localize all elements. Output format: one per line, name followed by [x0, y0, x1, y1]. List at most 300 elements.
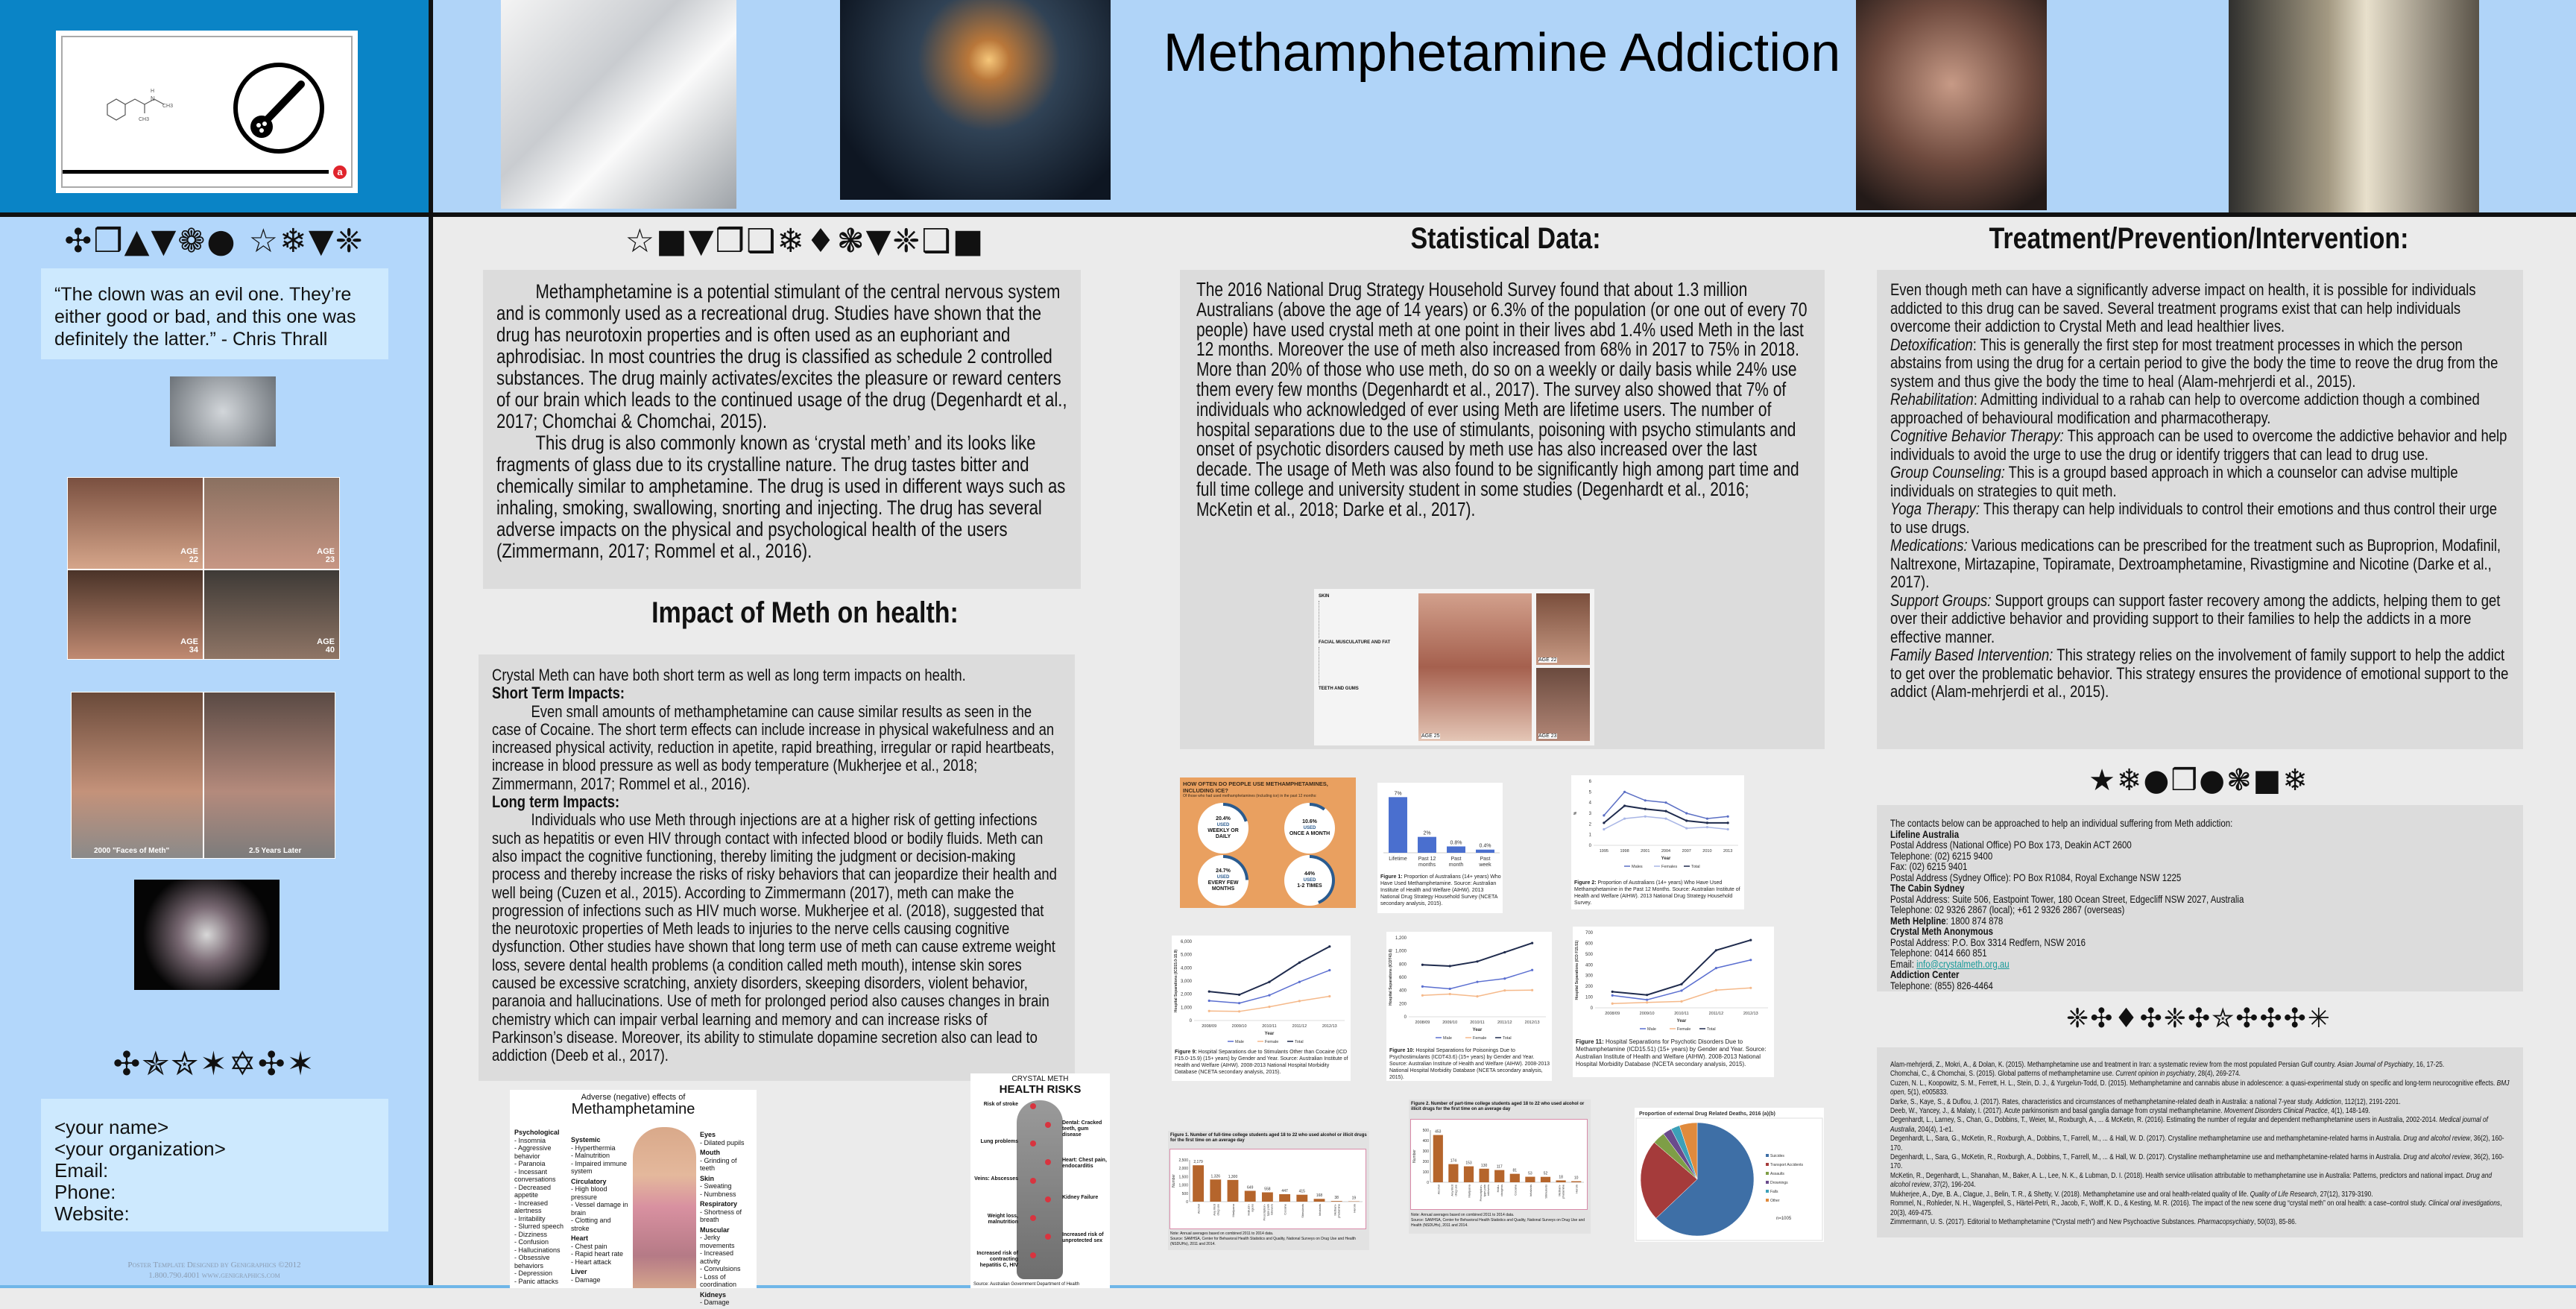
reference-item: Cuzen, N. L., Koopowitz, S. M., Ferrett, H. L., Stein, D. J., & Yurgelun-Todd, D. (2015). Methamphetamine and cannabis abuse in adolescence: a quasi-experimental study on specific and long-term neurocognitive effects. BMJ open, 5(1), e005833.: [1890, 1079, 2510, 1098]
y-tick-label: 3: [1589, 812, 1592, 816]
infographic-subtitle: Of those who had used methamphetamines (including ice) in the past 12 months:: [1183, 794, 1353, 798]
page-title: Methamphetamine Addiction: [1111, 22, 1893, 83]
frequency-ring: 10.6% USED ONCE A MONTH: [1284, 803, 1335, 854]
author-contact-box: [41, 1099, 388, 1231]
data-point: [1715, 989, 1717, 991]
diagram-title: HEALTH RISKS: [973, 1083, 1107, 1096]
bar: [1447, 846, 1465, 853]
frequency-ring: 24.7% USED EVERY FEW MONTHS: [1198, 855, 1248, 906]
risk-label: Lung problems: [972, 1139, 1018, 1145]
x-tick-label: Alcohol: [1197, 1204, 1201, 1214]
divider: [0, 1285, 2576, 1288]
data-point: [1268, 981, 1270, 983]
y-tick-label: 2,000: [1178, 1167, 1188, 1171]
data-point: [1715, 949, 1717, 951]
data-point: [1680, 983, 1682, 985]
data-label: 2,179: [1193, 1160, 1203, 1164]
data-point: [1503, 977, 1506, 980]
contact-line: Telephone: (02) 6215 9400: [1890, 851, 2510, 862]
treatment-term: Family Based Intervention:: [1890, 646, 2053, 664]
legend-label: Other: [1770, 1199, 1780, 1203]
data-point: [1298, 1000, 1301, 1002]
svg-text:N: N: [151, 95, 155, 102]
data-point: [1476, 981, 1478, 983]
treatment-description: This therapy can help individuals to control their emotions and thus control their urge to use drugs.: [1890, 499, 2497, 537]
figure-caption: Figure 9: Hospital Separations due to Stimulants Other than Cocaine (ICD F15.0-15.9) (15+ years) by Gender and Year. Source: Australian Institute of Health and Welfare (AIHW). 2008-2013 National Hospital Morbidity Database (NCETA secondary analysis, 2015).: [1175, 1049, 1351, 1076]
effect-group: Respiratory - Shortness of breath: [700, 1200, 754, 1224]
legend-label: Female: [1473, 1036, 1486, 1041]
bar: [1210, 1179, 1221, 1202]
bar: [1228, 1180, 1239, 1202]
data-label: 2%: [1423, 831, 1430, 836]
chart-fig9: [1172, 936, 1351, 1047]
introduction-paragraph: This drug is also commonly known as ‘crystal meth’ and its looks like fragments of glass due to its crystalline nature. The drug tastes bitter and chemically similar to amphetamine. The drug is used in different ways such as inhaling, smoking, swallowing, snorting and injecting. The drug has several adverse impacts on the physical and psychological health of the users (Zimmermann, 2017; Rommel et al., 2016).: [496, 432, 1067, 562]
bar: [1245, 1190, 1256, 1202]
face-photo: AGE 25: [1418, 593, 1532, 741]
risk-marker-icon: [1030, 1215, 1036, 1221]
risk-marker-icon: [1045, 1234, 1051, 1240]
x-tick-label: Any Illicit: [1212, 1203, 1216, 1216]
data-label: 153: [1465, 1161, 1472, 1166]
email-link[interactable]: info@crystalmeth.org.au: [1916, 958, 2010, 970]
data-point: [1476, 995, 1478, 997]
long-term-title: Long term Impacts:: [492, 793, 1061, 811]
treatment-item: [1890, 391, 2510, 427]
frequency-label: 1-2 TIMES: [1287, 883, 1332, 889]
treatment-description: This strategy relies on the involvement of family support to help the addict to get over the problematic behavior. This strategy ensures the providence of emotional support to the addict (Alam-mehrjerdi et al., 2015).: [1890, 646, 2508, 701]
crystal-meth-photo: [501, 0, 736, 209]
x-tick-label: Marijuana: [1468, 1184, 1471, 1197]
legend-label: Assaults: [1770, 1172, 1784, 1176]
series-line-total: [1209, 947, 1330, 995]
y-tick-label: 6: [1589, 780, 1592, 784]
treatment-term: Yoga Therapy:: [1890, 499, 1980, 518]
treatment-term: Cognitive Behavior Therapy:: [1890, 426, 2064, 445]
chart-fig11: [1573, 927, 1774, 1035]
data-point: [1328, 945, 1330, 947]
meth-bag-photo: [170, 376, 276, 447]
contact-line: Postal Address: Suite 506, Eastpoint Tower, 180 Ocean Street, Edgecliff NSW 2027, Australia: [1890, 894, 2510, 905]
contact-line: Telephone: 02 9326 2867 (local); +61 2 9326 2867 (overseas): [1890, 904, 2510, 915]
x-tick-label: relievers: [1486, 1185, 1490, 1196]
legend-label: Male: [1647, 1027, 1656, 1032]
data-point: [1623, 791, 1626, 793]
data-label: 10: [1574, 1176, 1579, 1181]
data-label: 53: [1528, 1172, 1532, 1176]
data-point: [1208, 1000, 1210, 1002]
risk-marker-icon: [1030, 1178, 1036, 1184]
frequency-value: 24.7%: [1201, 868, 1246, 874]
treatment-term: Support Groups:: [1890, 591, 1991, 610]
y-tick-label: 0: [1591, 1006, 1594, 1011]
legend-label: Transport Accidents: [1770, 1163, 1804, 1167]
face-photo: [203, 570, 340, 660]
effect-group: Systemic - Hyperthermia - Malnutrition - Impaired immune system: [571, 1136, 631, 1176]
data-label: 18: [1559, 1175, 1563, 1179]
x-tick-label: 2011/12: [1709, 1012, 1723, 1016]
reference-item: Chomchai, C., & Chomchai, S. (2015). Global patterns of methamphetamine use. Current opinion in psychiatry, 28(4), 269-274.: [1890, 1070, 2510, 1079]
effect-group: Heart - Chest pain - Rapid heart rate - Heart attack: [571, 1234, 631, 1266]
before-photo: [71, 692, 203, 859]
data-label: 7%: [1394, 791, 1401, 796]
bar: [1556, 1180, 1566, 1182]
reference-item: Mukherjee, A., Dye, B. A., Clague, J., Belin, T. R., & Shetty, V. (2018). Methamphetamine use and oral health-related quality of life. Quality of Life Research, 27(12), 3179-3190.: [1890, 1190, 2510, 1199]
data-label: 168: [1316, 1193, 1323, 1198]
x-tick-label: Prescription-: [1262, 1203, 1266, 1220]
x-tick-label: 2004: [1661, 849, 1670, 854]
data-point: [1664, 810, 1667, 813]
introduction-box: [483, 270, 1081, 589]
divider: [429, 0, 433, 1288]
figure-11-card: [1573, 927, 1774, 1077]
treatment-item: [1890, 646, 2510, 701]
data-label: 130: [1481, 1164, 1488, 1168]
y-tick-label: 200: [1585, 985, 1594, 989]
figure-note: Note: Annual averages based on combined 2011 to 2014 data. Source: SAMHSA, Center for Behavioral Health Statistics and Quality, National Surveys on Drug Use and Health (NSDUHs), 2011 and 2014.: [1170, 1231, 1369, 1247]
y-tick-label: 1,000: [1395, 950, 1407, 954]
data-point: [1749, 939, 1752, 941]
bar: [1331, 1201, 1342, 1202]
data-point: [1706, 826, 1708, 828]
data-point: [1531, 969, 1533, 971]
x-tick-label: 2010/11: [1470, 1021, 1484, 1025]
reference-item: Degenhardt, L., Sara, G., McKetin, R., Roxburgh, A., Dobbins, T., Farrell, M., ... & Hall, W. D. (2017). Crystalline methamphetamine use and methamphetamine-related harms in Australia. Drug and alcohol review, 36(2), 160-170.: [1890, 1135, 2510, 1153]
risk-label: Increased risk of contracting hepatitis C, HIV: [972, 1251, 1018, 1269]
contacts-intro: The contacts below can be approached to help an individual suffering from Meth addiction:: [1890, 818, 2510, 829]
x-tick-label: phetamine: [1562, 1184, 1565, 1198]
x-axis-label: Year: [1265, 1032, 1275, 1036]
data-point: [1449, 988, 1451, 990]
bar: [1525, 1177, 1535, 1182]
x-tick-label: Cocaine: [1284, 1203, 1287, 1214]
y-tick-label: 600: [1399, 976, 1407, 980]
short-term-title: Short Term Impacts:: [492, 684, 1061, 702]
frequency-label: WEEKLY OR DAILY: [1201, 828, 1246, 840]
reference-item: McKetin, R., Degenhardt, L., Shanahan, M., Baker, A. L., Lee, N. K., & Lubman, D. I. (2018). Health service utilisation attributable to methamphetamine use in Australia: Patterns, predictors and national impact. Drug and alcohol review, 37(2), 196-204.: [1890, 1172, 2510, 1190]
x-tick-label: 2008/09: [1605, 1012, 1620, 1016]
figure-caption: Figure 1: Proportion of Australians (14+ years) Who Have Used Methamphetamine. Source: Australian Institute of Health and Welfare (AIHW). 2013 National Drug Strategy Household Survey (NCETA secondary analysis, 2015).: [1380, 874, 1503, 907]
y-tick-label: 100: [1585, 996, 1594, 1000]
author-website: Website:: [54, 1203, 375, 1225]
contact-line: Telephone: 0414 660 851: [1890, 947, 2510, 959]
legend-swatch: [1766, 1199, 1769, 1202]
reference-item: Deeb, W., Yancey, J., & Malaty, I. (2017). Acute parkinsonism and basal ganglia damage from crystal methamphetamine. Movement Disorders Clinical Practice, 4(1), 148-149.: [1890, 1107, 2510, 1116]
y-tick-label: 500: [1182, 1192, 1189, 1196]
y-axis-label: Number: [1172, 1174, 1176, 1187]
data-label: 558: [1264, 1187, 1271, 1192]
effect-group: Skin - Sweating - Numbness: [700, 1175, 754, 1199]
risk-label: Increased risk of unprotected sex: [1062, 1232, 1108, 1244]
x-tick-label: Marijuana: [1231, 1203, 1235, 1217]
legend-swatch: [1766, 1154, 1769, 1157]
diagram-subtitle: Adverse (negative) effects of: [514, 1093, 752, 1102]
contact-line: Postal Address (National Office) PO Box 173, Deakin ACT 2600: [1890, 839, 2510, 851]
y-tick-label: 500: [1585, 953, 1594, 957]
section-heading: ✣❒▲▼❁● ☆❄▼❈: [0, 222, 429, 260]
treatment-description: This approach can be used to overcome the addictive behavior and help individuals to avoid the urge to use the drug or identify triggers that can lead to drug use.: [1890, 426, 2507, 464]
figure-label: FACIAL MUSCULATURE AND FAT: [1319, 640, 1390, 645]
face-photo: [67, 477, 203, 570]
y-axis-label: Hospital Separations (ICD F15.51): [1575, 940, 1579, 1000]
x-tick-label: 2011/12: [1292, 1024, 1307, 1029]
contact-org-name: Addiction Center: [1890, 969, 2510, 980]
figure-9-card: [1172, 936, 1351, 1081]
data-point: [1727, 828, 1729, 830]
effect-group: Muscular - Jerky movements - Increased activity - Convulsions - Loss of coordination: [700, 1226, 754, 1289]
quote-box: [41, 268, 388, 359]
risk-marker-icon: [1045, 1196, 1051, 1202]
data-point: [1531, 941, 1533, 944]
drug-deaths-pie-figure: [1635, 1108, 1824, 1242]
series-line-female: [1209, 996, 1330, 1011]
x-tick-label: cinogens: [1500, 1185, 1503, 1196]
x-tick-label: Lifetime: [1389, 857, 1407, 862]
y-tick-label: 500: [1423, 1129, 1430, 1133]
y-tick-label: 2,500: [1178, 1158, 1188, 1163]
x-axis-label: Year: [1661, 857, 1671, 861]
data-point: [1644, 799, 1647, 801]
divider: [0, 212, 2576, 217]
data-label: 174: [1450, 1159, 1457, 1164]
data-point: [1503, 951, 1506, 953]
treatment-item: [1890, 592, 2510, 647]
y-axis-label: Number: [1412, 1149, 1417, 1163]
y-tick-label: 0: [1589, 844, 1592, 848]
legend-label: Total: [1295, 1040, 1304, 1044]
data-point: [1644, 808, 1647, 810]
after-label: 2.5 Years Later: [249, 847, 301, 855]
frequency-value: 10.6%: [1287, 819, 1332, 825]
y-tick-label: 400: [1399, 989, 1407, 994]
x-tick-label: 2013: [1723, 849, 1732, 854]
data-point: [1208, 991, 1210, 993]
data-point: [1727, 816, 1729, 818]
x-tick-label: 1995: [1600, 849, 1609, 854]
reference-item: Darke, S., Kaye, S., & Duflou, J. (2017). Rates, characteristics and circumstances of methamphetamine-related death in Australia: a national 7-year study. Addiction, 112(12), 2191-2201.: [1890, 1098, 2510, 1107]
legend-swatch: [1766, 1163, 1769, 1166]
statistics-text: The 2016 National Drug Strategy Household Survey found that about 1.3 million Australians (above the age of 14 years) or 6.3% of the population (or one out of every 70 people) have used crystal meth at one point in their lives abd 1.4% used Meth in the last 12 months. Moreover the use of meth also increased from 68% in 2017 to 75% in 2018. More than 20% of those who use meth, do so on a weekly or daily basis while 24% use them every few months (Degenhardt et al., 2017). The survey also showed that 7% of individuals who acknowledged of ever using Meth are lifetime users. The number of hospital separations due to the use of stimulants, poisoning with psycho stimulants and onset of psychotic disorders caused by meth use has also increased over the last decade. The usage of Meth was also found to be significantly high among part time and full time college and university student in some studies (Degenhardt et al., 2016; McKetin et al., 2018; Darke et al., 2017).: [1196, 280, 1808, 520]
author-name: <your name>: [54, 1117, 375, 1138]
author-organization: <your organization>: [54, 1138, 375, 1160]
x-tick-label: month: [1449, 862, 1464, 868]
legend-swatch: [1766, 1190, 1769, 1193]
legend-label: Female: [1265, 1040, 1278, 1044]
y-tick-label: 400: [1423, 1139, 1430, 1144]
treatment-item: [1890, 464, 2510, 500]
x-tick-label: 2012/13: [1322, 1024, 1337, 1029]
figure-label: SKIN: [1319, 594, 1329, 599]
chart-fig2: [1571, 775, 1744, 872]
frequency-value: 44%: [1287, 871, 1332, 877]
figure-caption: Figure 2: Proportion of Australians (14+ years) Who Have Used Methamphetamine in the Past 12 Months. Source: Australian Institute of Health and Welfare (AIHW). 2013 National Drug Strategy Household Survey.: [1574, 880, 1744, 906]
data-point: [1208, 1010, 1210, 1012]
author-phone: Phone:: [54, 1182, 375, 1203]
data-point: [1685, 827, 1688, 829]
y-tick-label: 6,000: [1181, 940, 1193, 944]
diagram-subtitle: CRYSTAL METH: [973, 1075, 1107, 1083]
figure-caption: Figure 10: Hospital Separations for Poisonings Due to Psychostimulants (ICDT43.6) (15+ years) by Gender and Year. Source: Australian Institute of Health and Welfare (AIHW). 2008-2013 National Hospital Morbidity Database (NCETA secondary analysis, 2015).: [1389, 1047, 1552, 1081]
contact-line: Email: info@crystalmeth.org.au: [1890, 959, 2510, 970]
data-point: [1531, 989, 1533, 991]
short-term-text: Even small amounts of methamphetamine can cause similar results as seen in the case of Cocaine. The short term effects can include increase in physical wakefulness and an increased physical activity, reduction in apetite, rapid breathing, irregular or rapid heartbeats, increase in blood pressure as well as body temperature (Mukherjee et al., 2018; Zimmermann, 2017; Rommel et al., 2016).: [492, 703, 1061, 793]
addict-face-photo: [1856, 0, 2047, 210]
bar: [1510, 1174, 1520, 1182]
x-tick-label: drug use: [1216, 1203, 1219, 1215]
data-point: [1706, 818, 1708, 820]
treatment-description: : Admitting individual to a rahab can help to overcome addiction though a combined approached of behavioural modification and pharmacotherapy.: [1890, 390, 2480, 427]
diagram-title: Methamphetamine: [514, 1102, 752, 1117]
x-tick-label: Heroin: [1352, 1204, 1356, 1213]
data-point: [1268, 1006, 1270, 1008]
legend-swatch: [1766, 1181, 1769, 1184]
bar: [1279, 1194, 1290, 1202]
y-tick-label: 700: [1585, 931, 1594, 936]
frequency-ring: 44% USED 1-2 TIMES: [1284, 855, 1335, 906]
data-point: [1680, 1000, 1682, 1003]
x-axis-label: Year: [1473, 1028, 1483, 1032]
risk-label: Kidney Failure: [1062, 1195, 1108, 1201]
effect-group: Liver - Damage: [571, 1268, 631, 1284]
age-label: AGE 23: [317, 548, 335, 564]
bar: [1262, 1193, 1273, 1202]
y-axis-label: Hospital Separations (ICDT43.6): [1389, 949, 1393, 1006]
impact-lead: Crystal Meth can have both short term as well as long term impacts on health.: [492, 666, 1061, 684]
data-point: [1664, 818, 1667, 820]
face-photo: [203, 477, 340, 570]
bar: [1476, 850, 1494, 853]
molecule-icon: [100, 75, 197, 134]
health-risks-diagram: [970, 1073, 1110, 1288]
y-axis-label: %: [1573, 811, 1578, 815]
reference-item: Degenhardt, L., Larney, S., Chan, G., Dobbins, T., Weier, M., Roxburgh, A., ... & McKetin, R. (2016). Estimating the number of regular and dependent methamphetamine users in Australia, 2002-2014. Medical journal of Australia, 204(4), 1-e1.: [1890, 1116, 2510, 1135]
figure-10-card: [1386, 932, 1552, 1081]
x-tick-label: Past: [1450, 857, 1461, 862]
legend-label: Total: [1707, 1027, 1716, 1032]
bar: [1480, 1169, 1489, 1182]
chart-bar1: [1170, 1149, 1366, 1228]
data-point: [1503, 989, 1506, 991]
chart-pie: [1635, 1108, 1824, 1242]
x-tick-label: type pain: [1266, 1204, 1269, 1216]
frequency-label: ONCE A MONTH: [1287, 831, 1332, 837]
y-tick-label: 2: [1589, 822, 1592, 827]
treatment-description: Support groups can support faster recovery among the addicts, helping them to get over their addictive behavior and providing support to their families to help the addicts in a more effective manner.: [1890, 591, 2500, 646]
y-tick-label: 1,500: [1178, 1175, 1188, 1179]
risk-label: Veins: Abscesses: [972, 1176, 1018, 1182]
data-point: [1623, 804, 1626, 807]
data-label: 0.4%: [1480, 844, 1491, 849]
x-tick-label: 2010/11: [1674, 1012, 1688, 1016]
data-point: [1646, 1001, 1648, 1003]
data-point: [1685, 819, 1688, 821]
data-point: [1749, 959, 1752, 961]
x-tick-label: phetamine: [1337, 1203, 1341, 1217]
treatment-box: [1877, 270, 2523, 749]
data-point: [1603, 814, 1605, 816]
age-label: AGE 22: [180, 548, 198, 564]
data-point: [1238, 1002, 1240, 1004]
x-tick-label: Cocaine: [1513, 1184, 1517, 1195]
contact-line: Telephone: (855) 826-4464: [1890, 980, 2510, 991]
contact-line: Meth Helpline: 1800 874 878: [1890, 915, 2510, 927]
bar: [1494, 1170, 1504, 1182]
y-tick-label: 0: [1404, 1015, 1407, 1020]
frequency-ring: 20.4% USED WEEKLY OR DAILY: [1198, 803, 1248, 854]
y-tick-label: 1: [1589, 833, 1592, 838]
series-line-total: [1604, 806, 1728, 823]
treatment-intro: Even though meth can have a significantly adverse impact on health, it is possible for individuals addicted to this drug can be saved. Several treatment programs exist that can help individuals overcome their addiction to Crystal Meth and lead healthier lives.: [1890, 281, 2510, 336]
y-tick-label: 5: [1589, 790, 1592, 795]
risk-marker-icon: [1030, 1252, 1036, 1258]
data-point: [1646, 999, 1648, 1001]
data-point: [1680, 989, 1682, 991]
treatment-item: [1890, 427, 2510, 464]
data-point: [1238, 1010, 1240, 1012]
y-tick-label: 1,200: [1395, 936, 1407, 941]
reference-item: Zimmermann, U. S. (2017). Editorial to Methamphetamine (“Crystal meth”) and New Psychoactive Substances. Pharmacopsychiatry, 50(03), 85-86.: [1890, 1218, 2510, 1227]
x-tick-label: 2012/13: [1743, 1012, 1758, 1016]
data-point: [1328, 995, 1330, 997]
bar: [1464, 1167, 1474, 1182]
reference-item: Degenhardt, L., Sara, G., McKetin, R., Roxburgh, A., Dobbins, T., Farrell, M., ... & Hall, W. D. (2017). Crystalline methamphetamine use and methamphetamine-related harms in Australia. Drug and alcohol review, 36(2), 160-170.: [1890, 1153, 2510, 1172]
data-point: [1476, 960, 1478, 962]
data-label: 0.8%: [1450, 840, 1462, 845]
long-term-text: Individuals who use Meth through injections are at a higher risk of getting infections such as hepatitis or even HIV through contact with infected blood or bodily fluids. Meth can also impact the cognitive functioning, thereby limiting the judgment or decision-making process and thereby increase the risks of risky behaviors that can jeopardize their health and well being (Cuzen et al., 2015). According to Zimmermann (2017), meth can make the progression of infections such as HIV much worse. Mukherjee et al. (2018), suggested that the neurotoxic properties of Meth leads to injuries to the nerve cells causing cognitive dysfunction. Other studies have shown that long term use of meth can cause extreme weight loss, severe dental health problems (a condition called meth mouth), intense skin sores caused be excessive scratching, anxiety disorders, skeeping disorders, violent behavior, paranoia and hallucinations. Use of meth for prolonged period also causes changes in brain chemistry which can impair verbal learning and memory and can increase risks of Parkinson’s disease. Moreover, its ability to stimulate dopamine secretion also can lead to addiction (Deeb et al., 2017).: [492, 811, 1061, 1064]
data-point: [1685, 812, 1688, 814]
treatment-term: Group Counseling:: [1890, 463, 2005, 482]
contacts-heading: ★❄●❒●❃■❄: [1871, 763, 2527, 798]
svg-text:H: H: [151, 89, 154, 94]
x-tick-label: Inhalants: [1318, 1204, 1322, 1216]
legend-label: Total: [1503, 1036, 1512, 1041]
x-tick-label: Hallu-: [1496, 1184, 1500, 1192]
bar: [1448, 1164, 1458, 1182]
data-point: [1623, 818, 1626, 820]
y-tick-label: 4: [1589, 801, 1592, 806]
x-tick-label: Hallucin-: [1247, 1203, 1251, 1215]
bar: [1433, 1135, 1443, 1182]
statistics-heading: Statistical Data:: [1227, 222, 1784, 256]
y-tick-label: 600: [1585, 941, 1594, 946]
figure-caption: Figure 11: Hospital Separations for Psychotic Disorders Due to Methamphetamine (ICD15.51) (15+ years) by Gender and Year. Source: Australian Institute of Health and Welfare (AIHW). 2008-2013 National Hospital Morbidity Database (NCETA secondary analysis, 2015).: [1576, 1038, 1774, 1068]
x-tick-label: Alcohol: [1436, 1185, 1440, 1194]
series-line-male: [1209, 971, 1330, 1003]
usage-frequency-infographic: [1180, 777, 1356, 908]
statistics-box: [1180, 270, 1825, 749]
x-tick-label: ogens: [1251, 1204, 1254, 1212]
full-time-students-figure: [1168, 1131, 1369, 1250]
risk-marker-icon: [1030, 1141, 1036, 1146]
chart-title: Proportion of external Drug Related Deaths, 2016 (a)(b): [1639, 1111, 1775, 1117]
data-point: [1238, 994, 1240, 996]
y-tick-label: 200: [1423, 1160, 1430, 1164]
data-point: [1421, 994, 1424, 997]
data-label: 453: [1435, 1130, 1442, 1135]
y-tick-label: 2,000: [1181, 993, 1193, 997]
bar: [1193, 1165, 1204, 1202]
age-label: AGE 34: [180, 638, 198, 654]
figure-label: TEETH AND GUMS: [1319, 687, 1359, 691]
data-label: 447: [1281, 1189, 1288, 1193]
face-photo: AGE 22: [1536, 593, 1590, 665]
legend-label: Females: [1661, 865, 1677, 869]
section-heading: ✣✯✮✶✡✣✶: [0, 1045, 429, 1083]
data-point: [1611, 1003, 1614, 1005]
risk-label: Dental: Cracked teeth, gum disease: [1062, 1120, 1108, 1138]
age-label: AGE 40: [317, 638, 335, 654]
logo-rule: [63, 170, 329, 174]
figure-note: Note: Annual averages based on combined 2011 to 2014 data. Source: SAMHSA, Center for Behavioral Health Statistics and Quality, National Surveys on Drug Use and Health (NSDUHs), 2011 and 2014.: [1411, 1213, 1591, 1228]
